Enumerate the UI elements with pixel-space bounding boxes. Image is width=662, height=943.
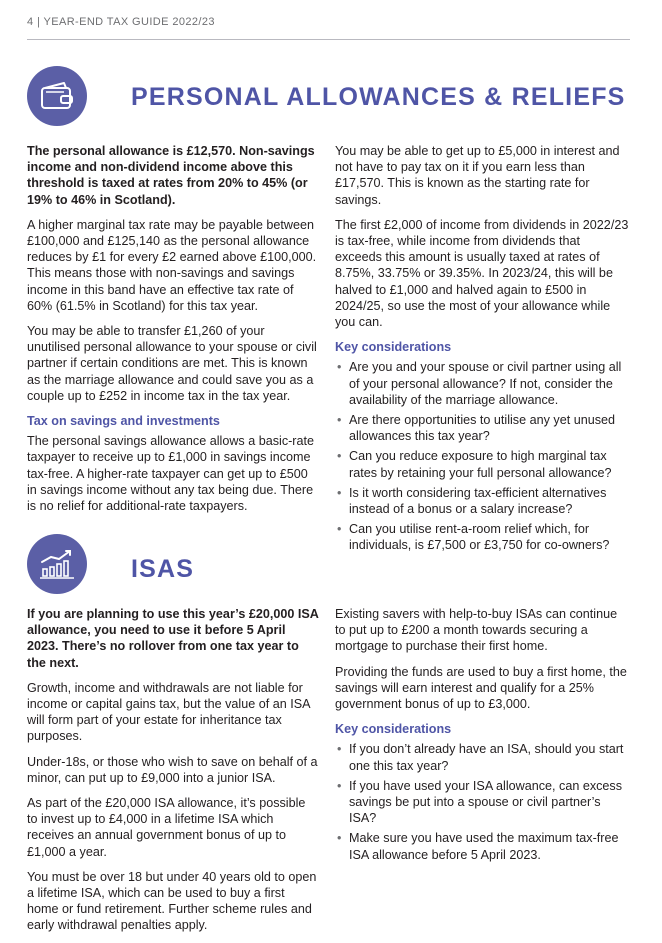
subheading-savings: Tax on savings and investments [27,414,220,429]
list-item: • If you have used your ISA allowance, can excess savings be put into a spouse or civil partner’s ISA? [335,778,630,827]
paragraph: Under-18s, or those who wish to save on behalf of a minor, can put up to £9,000 into a junior ISA. [27,754,318,785]
bar-chart-growth-icon [27,534,87,594]
paragraph: The personal savings allowance allows a basic-rate taxpayer to receive up to £1,000 in savings income tax-free. A higher-rate taxpayer can get up to £500 in savings income without any tax being due. There is no relief for additional-rate taxpayers. [27,434,315,514]
list-item: • Can you utilise rent-a-room relief which, for individuals, is £7,500 or £3,750 for co-owners? [335,521,630,553]
paragraph: You may be able to get up to £5,000 in interest and not have to pay tax on it if you earn less than £17,570. This is known as the starting rate for savings. [335,144,620,207]
list-item: • If you don’t already have an ISA, should you start one this tax year? [335,741,630,773]
personal-intro: The personal allowance is £12,570. Non-savings income and non-dividend income above this threshold is taxed at rates from 20% to 45% (or 19% to 46% in Scotland). [27,144,315,207]
paragraph: A higher marginal tax rate may be payable between £100,000 and £125,140 as the personal allowance reduces by £1 for every £2 earned above £100,000. This means those with non-savings and savings income in this band have an effective tax rate of 60% (61.5% in Scotland) for this tax year. [27,217,317,313]
paragraph: Providing the funds are used to buy a first home, the savings will earn interest and qualify for a 25% government bonus of up to £3,000. [335,664,627,712]
header-divider [27,39,630,40]
list-item: • Make sure you have used the maximum tax-free ISA allowance before 5 April 2023. [335,830,630,862]
personal-left-column [27,143,319,523]
paragraph: Existing savers with help-to-buy ISAs can continue to put up to £200 a month towards securing a mortgage to purchase their first home. [335,607,618,654]
section-title-isas: ISAS [131,555,195,583]
isas-right-column [335,606,630,867]
paragraph: Growth, income and withdrawals are not liable for income or capital gains tax, but the value of an ISA will form part of your estate for inheritance tax purposes. [27,680,310,744]
considerations-list [335,741,630,862]
paragraph: You must be over 18 but under 40 years old to open a lifetime ISA, which can be used to buy a first home or fund retirement. Further scheme rules and early withdrawal penalties apply. [27,869,317,933]
list-item: • Are you and your spouse or civil partner using all of your personal allowance? If not, consider the availability of the marriage allowance. [335,359,630,408]
list-item: • Are there opportunities to utilise any yet unused allowances this tax year? [335,412,630,444]
section-title-personal-allowances: PERSONAL ALLOWANCES & RELIEFS [131,83,626,111]
personal-right-column [335,143,630,558]
running-header: 4 | YEAR-END TAX GUIDE 2022/23 [27,16,215,28]
subheading-key-considerations: Key considerations [335,340,452,355]
paragraph: The first £2,000 of income from dividends in 2022/23 is tax-free, while income from dividends that exceeds this amount is usually taxed at rates of 8.75%, 33.75% or 39.35%. In 2023/24, this will be halved to £1,000 and halved again to £500 in 2024/25, so use the most of your allowance while you can. [335,217,629,330]
paragraph: You may be able to transfer £1,260 of your unutilised personal allowance to your spouse or civil partner if certain conditions are met. This is known as the marriage allowance and could save you as a couple up to £252 in income tax in the tax year. [27,324,317,403]
subheading-key-considerations: Key considerations [335,722,452,737]
wallet-icon [27,66,87,126]
list-item: • Is it worth considering tax-efficient alternatives instead of a bonus or a salary increase? [335,485,630,517]
isas-left-column [27,606,319,943]
list-item: • Can you reduce exposure to high marginal tax rates by retaining your full personal allowance? [335,448,630,480]
isas-intro: If you are planning to use this year’s £20,000 ISA allowance, you need to use it before 5 April 2023. There’s no rollover from one tax year to the next. [27,607,319,670]
paragraph: As part of the £20,000 ISA allowance, it’s possible to invest up to £4,000 in a lifetime ISA which receives an annual government bonus of up to £1,000 a year. [27,796,306,859]
considerations-list [335,359,630,553]
